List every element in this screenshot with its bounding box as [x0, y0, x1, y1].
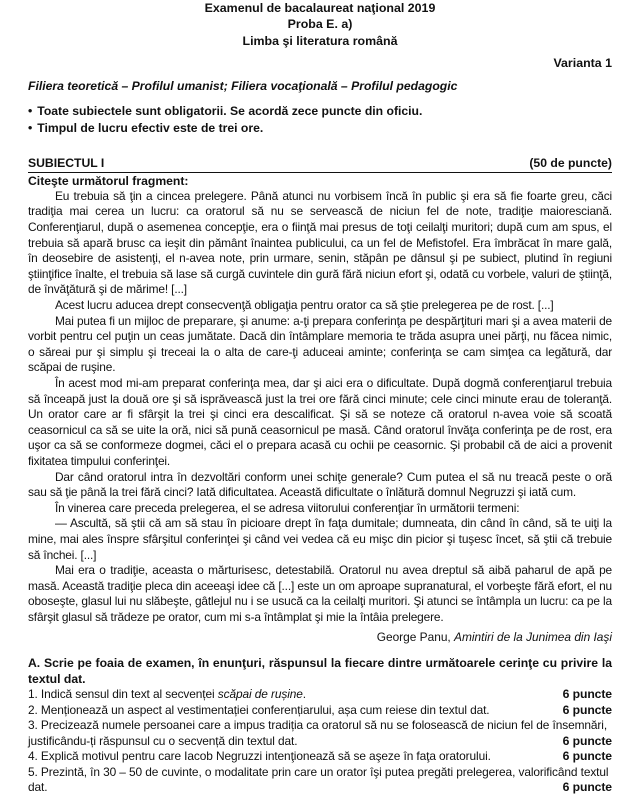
- exam-proba: Proba E. a): [287, 17, 353, 32]
- citation-title: Amintiri de la Junimea din Iaşi: [454, 629, 612, 644]
- requirement-points: 6 puncte: [562, 733, 612, 748]
- fragment-paragraph: — Ascultă, să ştii că am să stau în picioare drept în faţa dumitale; dumneata, din când în când, să te uiţi la mine, mai ales înspre sfârşitul conferinţei şi când vei vedea că eu mişc din picior şi tuşesc încet, să ştii că trebuie să închei. [...]: [28, 516, 612, 562]
- requirement-item-1: [28, 687, 612, 703]
- subject-title: SUBIECTUL I: [28, 155, 105, 170]
- requirement-item-2: [28, 703, 612, 719]
- read-instruction: Citeşte următorul fragment:: [28, 173, 189, 188]
- fragment-paragraph: Mai era o tradiţie, aceasta o mărturisesc, detestabilă. Oratorul nu avea dreptul să aibă paharul de apă pe masă. Această tradiţie pleca din aceeaşi idee că [...] este un om aproape supranatural, el vorbeşte fără efort, el nu oboseşte, glasul lui nu slăbeşte, gâtlejul nu i se usucă ca la ceilalţi muritori. Şi atunci se întâmpla un lucru: ca pe la sfârşit glasul să trădeze pe orator, cum mi s-a întâmplat şi mie la întâia prelegere.: [28, 563, 612, 624]
- filiera-line: Filiera teoretică – Profilul umanist; Filiera vocaţională – Profilul pedagogic: [28, 78, 458, 93]
- fragment-paragraph: Dar când oratorul intra în dezvoltări conform unei schiţe generale? Cum putea el să nu treacă peste o oră sau să ţie până la trei fără cinci? Iată dificultatea. Această dificultate o înlătură domnul Negruzzi şi iată cum.: [28, 469, 612, 500]
- exam-content: [28, 0, 612, 796]
- requirement-text: 2. Menționează un aspect al vestimentației conferențiarului, așa cum reiese din textul dat.: [28, 702, 490, 717]
- requirement-text: 4. Explică motivul pentru care Iacob Negruzzi intenţionează să se aşeze în faţa oratorului.: [28, 749, 491, 764]
- requirement-points: 6 puncte: [562, 749, 612, 764]
- citation-author: George Panu,: [376, 629, 455, 644]
- requirement-points: 6 puncte: [562, 702, 612, 717]
- requirement-item-3: [28, 718, 612, 749]
- fragment-paragraph: Acest lucru aducea drept consecvenţă obligaţia pentru orator ca să ştie prelegerea pe de rost. [...]: [55, 298, 554, 313]
- requirement-text-suffix: .: [302, 686, 306, 701]
- requirement-item-4: [28, 749, 612, 765]
- exam-title: Examenul de bacalaureat naţional 2019: [204, 1, 436, 15]
- requirement-text: [28, 687, 306, 703]
- rule-item: • Toate subiectele sunt obligatorii. Se acordă zece puncte din oficiu.: [28, 103, 612, 120]
- requirement-text: 5. Prezintă, în 30 – 50 de cuvinte, o modalitate prin care un orator îşi putea pregăti prelegerea, valorificând textul dat.: [28, 764, 609, 795]
- fragment-paragraph: Eu trebuia să ţin a cincea prelegere. Până atunci nu vorbisem încă în public şi era să fie foarte greu, căci tradiţia mai cerea un lucru: ca oratorul să nu se servească de niciun fel de note, tradiţie maioresciană. Conferenţiarul, după o asemenea concepţie, era o fiinţă mai presus de toţi ceilalţi muritori; după cum am spus, el trebuia să apară brusc ca ieşit din pământ înaintea publicului, ca un fel de Mefistofel. Era îmbrăcat în mare gală, în deosebire de asistenţi, el n-avea note, prin urmare, senin, stăpân pe dânsul şi pe subiect, plutind în regiuni ştiinţifice înalte, el trebuia să lase să curgă cuvintele din gură fără niciun efort şi, odată cu vorbele, valuri de ştiinţă, de învăţătură şi de mărime! [...]: [28, 188, 612, 297]
- requirement-text-prefix: 1. Indică sensul din text al secvenței: [28, 686, 218, 701]
- section-a-heading: A. Scrie pe foaia de examen, în enunţuri, răspunsul la fiecare dintre următoarele cerinţe cu privire la textul dat.: [28, 656, 612, 686]
- text-fragment: [28, 189, 612, 626]
- fragment-paragraph: În acest mod mi-am preparat conferinţa mea, dar şi aici era o dificultate. După dogmă conferenţiarul trebuia să înceapă just la două ore şi să isprăvească just la trei ore fără cinci minute; cele cinci minute erau de toleranţă. Un orator care ar fi sfârşit la trei şi cinci era descalificat. Şi să se noteze că oratorul n-avea voie să scoată ceasornicul ca să se uite la oră, nici să pună ceasornicul pe masă. Când oratorul învăţa conferinţa pe de rost, era uşor ca să se conformeze dogmei, căci el o prepara acasă cu ochii pe ceasornic. Şi probabil că de aici a provenit fixitatea timpului conferinţei.: [28, 376, 612, 468]
- variant-label: Varianta 1: [553, 55, 612, 70]
- requirement-quote: scăpai de rușine: [217, 686, 303, 701]
- subject-points: (50 de puncte): [529, 155, 612, 170]
- subject-header: [28, 156, 612, 173]
- requirement-item-5: [28, 765, 612, 796]
- requirement-text: 3. Precizează numele persoanei care a impus tradiția ca oratorul să nu se folosească de niciun fel de însemnări, justificându-ți răspunsul cu o secvență din textul dat.: [28, 718, 608, 748]
- fragment-paragraph: În vinerea care preceda prelegerea, el se adresa viitorului conferenţiar în următorii termeni:: [55, 500, 520, 515]
- fragment-paragraph: Mai putea fi un mijloc de preparare, şi anume: a-ţi prepara conferinţa pe despărţituri mari şi a avea materii de vorbit pentru cel puţin un ceas jumătate. Dacă din întâmplare memoria te trăda asupra unei părţi, nu făcea nimic, o săreai pur şi simplu şi treceai la o alta de care-ţi aduceai aminte; conferinţa se cam simţea ca legătură, dar scăpai de ruşine.: [28, 313, 612, 375]
- fragment-citation: [28, 630, 612, 646]
- exam-rules: [28, 103, 612, 137]
- exam-subject-name: Limba şi literatura română: [242, 33, 398, 48]
- requirement-points: 6 puncte: [562, 686, 612, 701]
- requirement-points: 6 puncte: [562, 780, 612, 795]
- rule-item: • Timpul de lucru efectiv este de trei ore.: [28, 120, 612, 137]
